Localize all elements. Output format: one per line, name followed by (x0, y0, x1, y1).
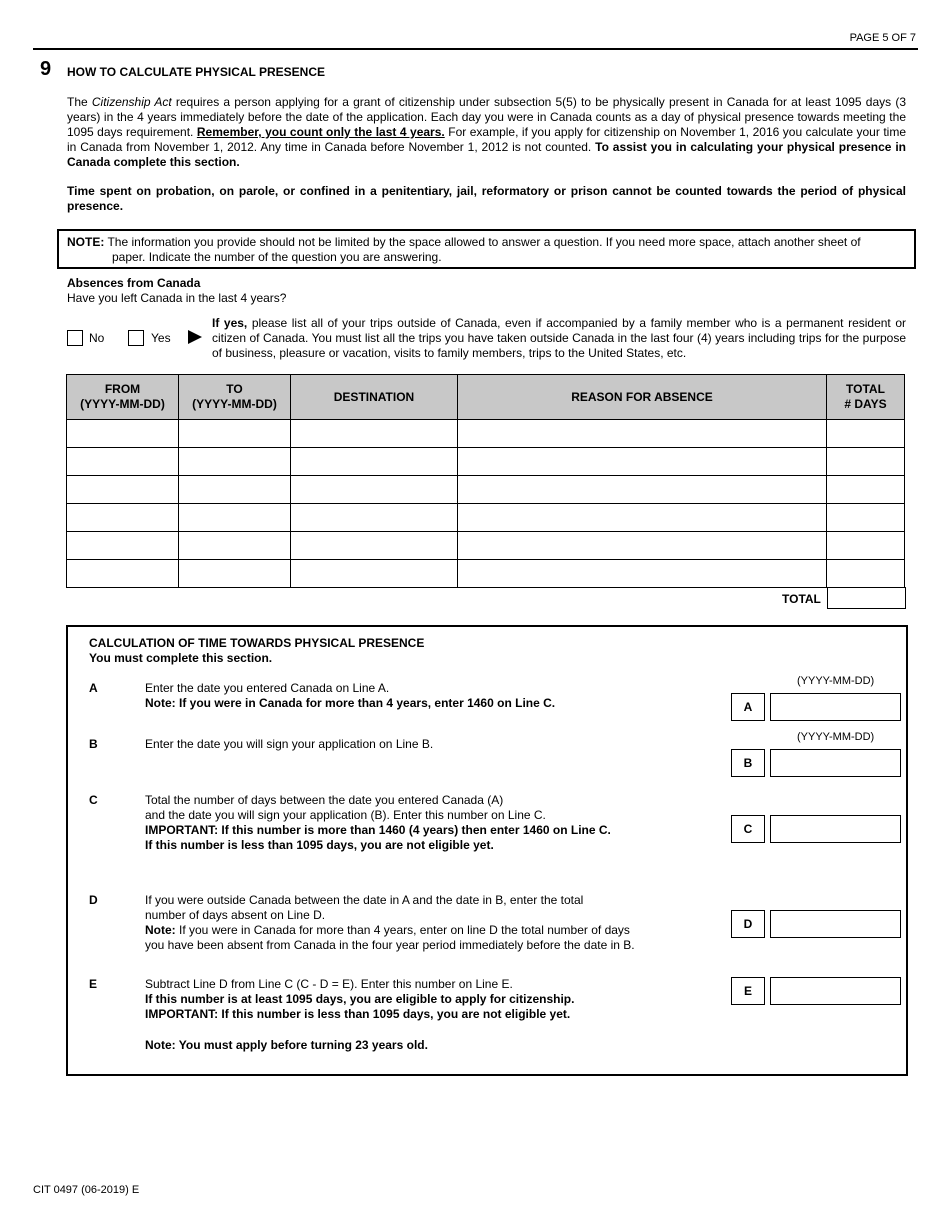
total-days-field[interactable] (827, 587, 906, 609)
line-a-input[interactable] (770, 693, 901, 721)
absences-heading: Absences from Canada (67, 276, 201, 290)
from-cell[interactable] (67, 560, 179, 588)
line-b-label-box: B (731, 749, 765, 777)
line-a-letter: A (89, 681, 98, 695)
line-d-input[interactable] (770, 910, 901, 938)
assist-instruction: To assist you in calculating your physical presence in Canada complete this section. (67, 140, 906, 169)
calculation-title: CALCULATION OF TIME TOWARDS PHYSICAL PRESENCE You must complete this section. (89, 636, 425, 665)
from-cell[interactable] (67, 532, 179, 560)
intro-paragraph: The Citizenship Act requires a person applying for a grant of citizenship under subsection 5(5) to be physically present in Canada for at least 1095 days (3 years) in the 4 years immediately before the date of the application. Each day you were in Canada counts as a day of physical presence towards meeting the 1095 days requirement. Remember, you count only the last 4 years. For example, if you apply for citizenship on November 1, 2016 you calculate your time in Canada from November 1, 2012. Any time in Canada before November 1, 2012 is not counted. To assist you in calculating your physical presence in Canada complete this section. (67, 95, 907, 169)
to-cell[interactable] (179, 420, 291, 448)
header-rule (33, 48, 918, 50)
reason-cell[interactable] (458, 560, 827, 588)
col-header-from: FROM (YYYY-MM-DD) (67, 375, 179, 420)
line-d-label-box: D (731, 910, 765, 938)
line-c-input[interactable] (770, 815, 901, 843)
days-cell[interactable] (827, 560, 905, 588)
no-checkbox[interactable] (67, 330, 83, 346)
line-e-letter: E (89, 977, 98, 991)
line-d-text: If you were outside Canada between the date in A and the date in B, enter the total number of days absent on Line D. Note: If you were in Canada for more than 4 years, enter on line D the total number of days you have been absent from Canada in the four year period immediately before the date in B. (145, 893, 635, 952)
reason-cell[interactable] (458, 476, 827, 504)
note-box (57, 229, 916, 269)
line-b-input[interactable] (770, 749, 901, 777)
form-code: CIT 0497 (06-2019) E (33, 1184, 140, 1196)
section-number: 9 (40, 58, 52, 80)
col-header-destination: DESTINATION (291, 375, 458, 420)
act-name: Citizenship Act (91, 95, 172, 109)
line-b-date-format: (YYYY-MM-DD) (797, 731, 875, 743)
total-label: TOTAL (782, 592, 821, 606)
arrow-right-icon (188, 330, 202, 344)
table-row (67, 560, 905, 588)
days-cell[interactable] (827, 420, 905, 448)
line-a-text: Enter the date you entered Canada on Line A. Note: If you were in Canada for more than 4 years, enter 1460 on Line C. (145, 681, 556, 710)
line-b-text: Enter the date you will sign your application on Line B. (145, 737, 434, 751)
age-limit-note: Note: You must apply before turning 23 years old. (145, 1038, 428, 1052)
absences-question: Have you left Canada in the last 4 years? (67, 291, 287, 305)
line-c-letter: C (89, 793, 98, 807)
col-header-to: TO (YYYY-MM-DD) (179, 375, 291, 420)
col-header-reason: REASON FOR ABSENCE (458, 375, 827, 420)
line-e-text: Subtract Line D from Line C (C - D = E). Enter this number on Line E. If this number is at least 1095 days, you are eligible to apply for citizenship. IMPORTANT: If this number is less than 1095 days, you are not eligible yet. (145, 977, 575, 1021)
destination-cell[interactable] (291, 532, 458, 560)
destination-cell[interactable] (291, 476, 458, 504)
table-header-row (67, 375, 905, 420)
table-row (67, 448, 905, 476)
to-cell[interactable] (179, 560, 291, 588)
yes-label: Yes (151, 331, 171, 345)
destination-cell[interactable] (291, 420, 458, 448)
line-e-input[interactable] (770, 977, 901, 1005)
table-row (67, 504, 905, 532)
days-cell[interactable] (827, 476, 905, 504)
from-cell[interactable] (67, 476, 179, 504)
section-title: HOW TO CALCULATE PHYSICAL PRESENCE (67, 65, 326, 79)
reason-cell[interactable] (458, 420, 827, 448)
days-cell[interactable] (827, 532, 905, 560)
note-text: NOTE: The information you provide should not be limited by the space allowed to answer a question. If you need more space, attach another sheet of paper. Indicate the number of the question you are answering. (67, 235, 861, 264)
days-cell[interactable] (827, 448, 905, 476)
table-row (67, 532, 905, 560)
destination-cell[interactable] (291, 504, 458, 532)
no-label: No (89, 331, 105, 345)
col-header-total-days: TOTAL # DAYS (827, 375, 905, 420)
line-c-label-box: C (731, 815, 765, 843)
line-a-label-box: A (731, 693, 765, 721)
table-row (67, 420, 905, 448)
table-row (67, 476, 905, 504)
reason-cell[interactable] (458, 448, 827, 476)
to-cell[interactable] (179, 532, 291, 560)
line-d-letter: D (89, 893, 98, 907)
line-e-label-box: E (731, 977, 765, 1005)
remember-note: Remember, you count only the last 4 years. (196, 125, 445, 139)
page-number: PAGE 5 OF 7 (849, 32, 916, 44)
line-c-text: Total the number of days between the date you entered Canada (A) and the date you will sign your application (B). Enter this number on Line C. IMPORTANT: If this number is more than 1460 (4 years) then enter 1460 on Line C. If this number is less than 1095 days, you are not eligible yet. (145, 793, 611, 852)
to-cell[interactable] (179, 448, 291, 476)
yes-checkbox[interactable] (128, 330, 144, 346)
to-cell[interactable] (179, 476, 291, 504)
reason-cell[interactable] (458, 532, 827, 560)
destination-cell[interactable] (291, 448, 458, 476)
from-cell[interactable] (67, 420, 179, 448)
from-cell[interactable] (67, 448, 179, 476)
reason-cell[interactable] (458, 504, 827, 532)
from-cell[interactable] (67, 504, 179, 532)
line-b-letter: B (89, 737, 98, 751)
to-cell[interactable] (179, 504, 291, 532)
probation-paragraph: Time spent on probation, on parole, or confined in a penitentiary, jail, reformatory or prison cannot be counted towards the period of physical presence. (67, 184, 906, 213)
destination-cell[interactable] (291, 560, 458, 588)
days-cell[interactable] (827, 504, 905, 532)
if-yes-instructions: If yes, please list all of your trips outside of Canada, even if accompanied by a family member who is a permanent resident or citizen of Canada. You must list all the trips you have taken outside Canada in the last four (4) years including trips for the purpose of business, pleasure or vacation, visits to family members, trips to the United States, etc. (212, 316, 906, 360)
absences-table (66, 374, 905, 588)
line-a-date-format: (YYYY-MM-DD) (797, 675, 875, 687)
